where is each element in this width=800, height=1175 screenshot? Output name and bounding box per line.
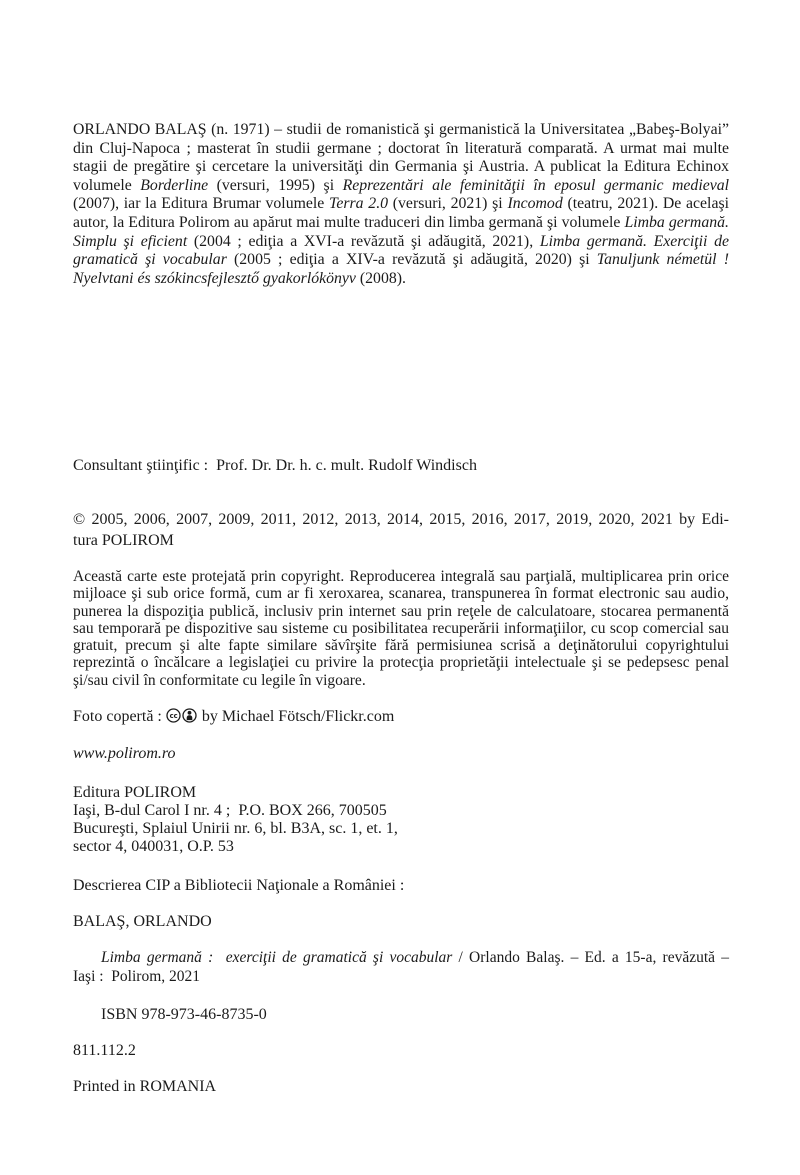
publisher-website: www.polirom.ro xyxy=(73,745,176,762)
photo-credit-label: Foto copertă : xyxy=(73,708,166,725)
publisher-address-iasi: Iaşi, B-dul Carol I nr. 4 ; P.O. BOX 266, 700505 xyxy=(73,802,387,819)
copyright-years-block xyxy=(73,510,729,551)
text-segment: (2004 ; ediţia a XVI-a revăzută şi adăugită, 2021), xyxy=(187,232,540,250)
scientific-consultant-line: Consultant ştiinţific : Prof. Dr. Dr. h. c. mult. Rudolf Windisch xyxy=(73,457,477,474)
text-segment: (versuri, 2021) şi xyxy=(388,195,508,213)
text-segment: Limba germană : exerciţii de gramatică şi vocabular xyxy=(101,949,453,966)
text-segment: Tanuljunk németül ! Nyelvtani és szókincsfejlesztő gyakorlókönyv xyxy=(73,251,729,287)
cip-heading: Descrierea CIP a Bibliotecii Naţionale a României : xyxy=(73,877,405,894)
text-segment: Borderline xyxy=(140,176,209,194)
text-segment: ORLANDO BALAŞ (n. 1971) – studii de romanistică şi germanistică la Universitatea „Babeş-Bolyai” din Cluj-Napoca ; masterat în studii germane ; doctorat în literatură comparată. A urmat mai multe stagii de pregătire şi cercetare la universităţi din Germania şi Austria. A publicat la Editura Echinox volumele xyxy=(73,121,729,194)
photo-credit-text: by Michael Fötsch/Flickr.com xyxy=(197,708,395,725)
publisher-address-block xyxy=(73,784,729,856)
text-segment: / Orlando Balaş. – Ed. a 15-a, revăzută – xyxy=(452,949,729,966)
text-segment: Limba germană. Simplu şi eficient xyxy=(73,213,729,250)
text-segment: Reprezentări ale feminităţii în eposul germanic medieval xyxy=(342,176,730,194)
cip-title-line2: Iaşi : Polirom, 2021 xyxy=(73,967,201,985)
udc-classification: 811.112.2 xyxy=(73,1042,136,1059)
text-segment: (versuri, 1995) şi xyxy=(208,176,343,194)
isbn-line: ISBN 978-973-46-8735-0 xyxy=(101,1006,267,1023)
copyright-legal-notice: Această carte este protejată prin copyright. Reproducerea integrală sau parţială, multiplicarea prin orice mijloace şi sub orice formă, cum ar fi xeroxarea, scanarea, transpunerea în format electronic sau audio, punerea la dispoziţia publică, inclusiv prin internet sau prin reţele de calculatoare, stocarea permanentă sau temporară pe dispozitive sau sisteme cu posibilitatea recuperării informaţiilor, cu scop comercial sau gratuit, precum şi alte fapte similare săvîrşite fără permisiunea scrisă a deţinătorului copyrightului reprezintă o încălcare a legislaţiei cu privire la protecţia proprietăţii intelectuale şi se pedepsesc penal şi/sau civil în conformitate cu legile în vigoare. xyxy=(73,568,729,689)
publisher-name: Editura POLIROM xyxy=(73,784,197,801)
cip-title-line1 xyxy=(73,949,729,968)
author-bio-paragraph xyxy=(73,121,729,288)
cc-icon xyxy=(166,708,181,729)
text-segment: (teatru, 2021). De acelaşi autor, la Editura Polirom au apărut mai multe traduceri din limba germană şi volumele xyxy=(73,195,729,231)
attribution-icon xyxy=(182,708,197,729)
publisher-address-bucuresti: Bucureşti, Splaiul Unirii nr. 6, bl. B3A, sc. 1, et. 1, xyxy=(73,820,398,837)
text-segment: (2007), iar la Editura Brumar volumele xyxy=(73,195,330,213)
copyright-years-line1: © 2005, 2006, 2007, 2009, 2011, 2012, 2013, 2014, 2015, 2016, 2017, 2019, 2020, 2021 by Edi- xyxy=(73,511,729,528)
publisher-address-sector: sector 4, 040031, O.P. 53 xyxy=(73,838,234,855)
text-segment: Limba germană. Exerciţii de gramatică şi vocabular xyxy=(73,232,729,269)
cover-photo-credit-line xyxy=(73,707,729,729)
cip-title-block xyxy=(73,949,729,986)
cip-author-name: BALAŞ, ORLANDO xyxy=(73,913,212,930)
printed-in-line: Printed in ROMANIA xyxy=(73,1078,217,1095)
text-segment: (2005 ; ediţia a XIV-a revăzută şi adăugită, 2020) şi xyxy=(226,251,597,269)
copyright-years-line2: tura POLIROM xyxy=(73,531,174,549)
text-segment: Terra 2.0 xyxy=(329,195,389,213)
text-segment: (2008). xyxy=(355,269,406,287)
svg-text:cc: cc xyxy=(169,712,179,721)
text-segment: Incomod xyxy=(507,195,563,213)
